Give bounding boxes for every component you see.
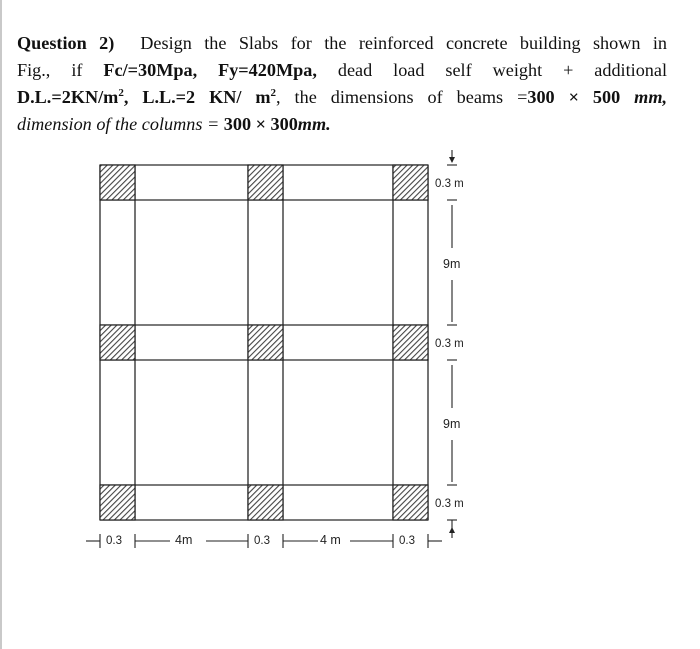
dim-label-span-2: 9m (443, 417, 461, 431)
dim-label-bottom-column: 0.3 m (435, 498, 464, 510)
question-line-4: dimension of the columns = 300 × 300mm. (17, 114, 331, 134)
dim-label-left-column: 0.3 (106, 535, 122, 547)
columns (100, 165, 428, 520)
column (248, 325, 283, 360)
column (248, 165, 283, 200)
fc-value: Fc/=30Mpa, (103, 60, 198, 80)
question-line-2: Fig., if Fc/=30Mpa, Fy=420Mpa, dead load self weight + additional (17, 60, 668, 80)
dim-label-top-column: 0.3 m (435, 178, 464, 190)
dim-label-center-column: 0.3 (254, 535, 270, 547)
dead-load-value: $D.L.=2KN/m^2$, (17, 87, 129, 107)
dim-label-bay-1: 4m (175, 533, 193, 547)
live-load-value: L.L.=2 KN/ $m^2$ (142, 87, 277, 107)
beam-dimension: 300 × 500 (527, 87, 621, 107)
question-line-3: $D.L.=2KN/m^2$, L.L.=2 KN/ $m^2$, the dimensions of beams =300 × 500 mm, (17, 87, 668, 107)
column (100, 325, 135, 360)
column (248, 485, 283, 520)
column (393, 485, 428, 520)
fy-value: Fy=420Mpa, (218, 60, 317, 80)
column (100, 485, 135, 520)
dim-label-right-column: 0.3 (399, 535, 415, 547)
column (100, 165, 135, 200)
dim-label-mid-column: 0.3 m (435, 338, 464, 350)
question-line-1: Question 2) Design the Slabs for the reinforced concrete building shown in (17, 33, 667, 53)
column-dimension: 300 × 300 (223, 114, 298, 134)
question-number: Question 2) (17, 33, 115, 53)
column (393, 165, 428, 200)
column (393, 325, 428, 360)
dim-label-bay-2: 4 m (320, 533, 341, 547)
dim-label-span-1: 9m (443, 257, 461, 271)
